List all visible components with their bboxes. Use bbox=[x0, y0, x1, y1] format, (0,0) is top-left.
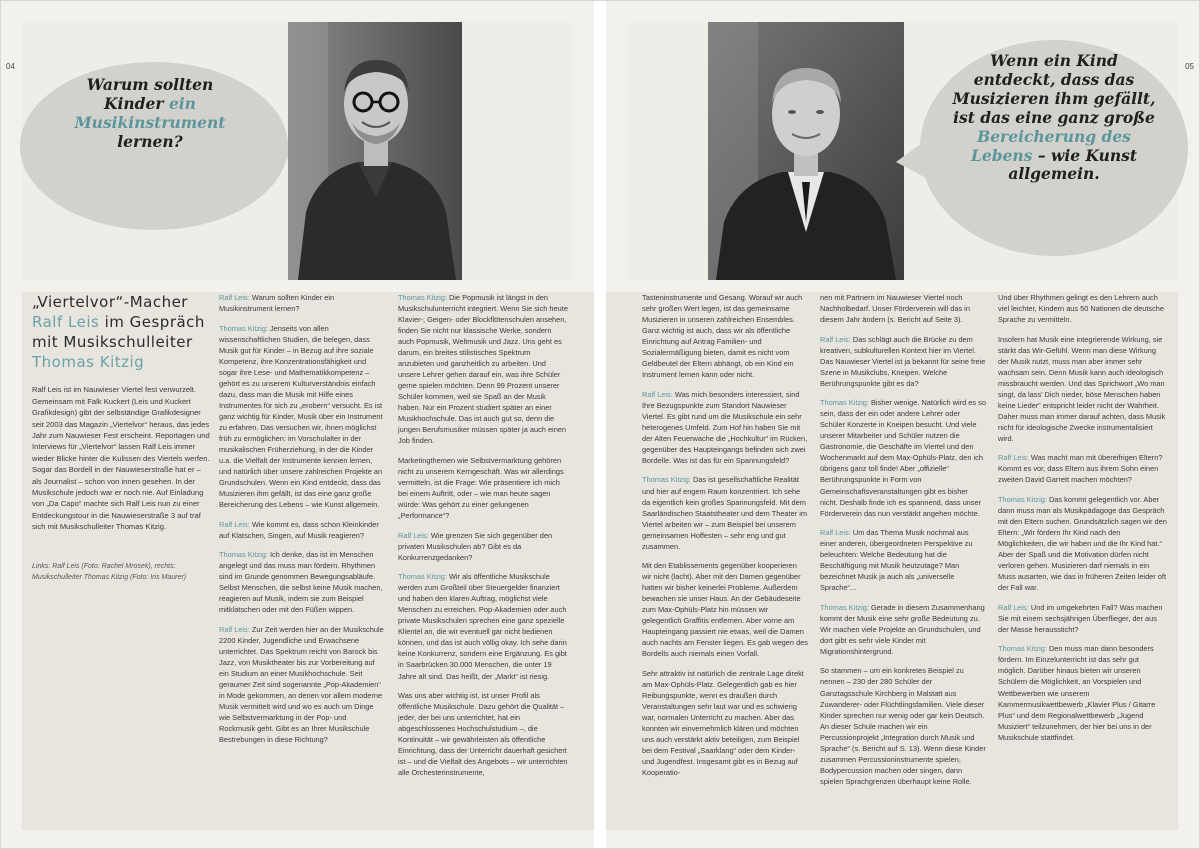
headline-line: mit Musikschulleiter bbox=[32, 333, 193, 352]
intro-column bbox=[32, 292, 212, 830]
paragraph: Thomas Kitzig: Jenseits von allen wissenschaftlichen Studien, die belegen, dass Musik gut für Kinder – in Bezug auf ihre soziale Kompetenz, ihre Konzentrationsfähigkeit und sogar ihre Lese- und Mathematikkompetenz – gehört es zu unserem Kulturverständnis einfach dazu, dass man die Musik mit Hilfe eines Instrumentes für sich zu „erobern“ versucht. Es ist ganz wichtig für Kinder, Musik über ein Instrument zu erfahren. Das versuchen wir, ihnen möglichst früh zu ermöglichen: im Vorschulalter in der musikalischen Früherziehung, in der die Kinder u.a. die Vielfalt der Instrumente kennen lernen, und natürlich über unsere zahlreichen Projekte an Grundschulen. Wenn ein Kind entdeckt, dass das Musizieren ihm gefällt, ist das eine ganz große Bereicherung des Lebens – wie Kunst allgemein. bbox=[219, 323, 383, 510]
quote-line: Wenn ein Kind bbox=[990, 51, 1118, 70]
bubble-tail bbox=[894, 140, 926, 180]
left-page bbox=[0, 0, 594, 849]
paragraph: Thomas Kitzig: Den muss man dann besonders fördern. Im Einzelunterricht ist das sehr gut möglich. Darüber hinaus bieten wir unseren Schülern die Möglichkeit, an Vorspielen und Wettbewerben wie unserem Kammermusikwettbewerb „Klavier Plus / Gitarre Plus“ und dem Regionalwettbewerb „Jugend Musiziert“ teilzunehmen, der hier bei uns in der Musikschule stattfindet. bbox=[998, 644, 1156, 742]
quote-line: allgemein. bbox=[1008, 164, 1100, 184]
paragraph: Ralf Leis: Zur Zeit werden hier an der Musikschule 2200 Kinder, Jugendliche und Erwachsene unterrichtet. Das Spektrum reicht von Barock bis Jazz, von Musiktheater bis zur Vorbereitung auf ein Studium an einer Musikhochschule. Seit geraumer Zeit sind sogenannte „Pop-Akademien“ in Mode gekommen, an denen vor allem moderne Musik vermittelt wird und wo es auch um Dinge wie Selbstvermarktung in der Pop- und Rockmusik geht. Gibt es an Ihrer Musikschule Bestrebungen in diese Richtung? bbox=[219, 624, 384, 745]
paragraph: Ralf Leis: Um das Thema Musik nochmal aus einer anderen, übergeordneten Perspektive zu beleuchten: Welche Bedeutung hat die Beschäftigung mit Musik heutzutage? Man bezeichnet Musik ja auch als „universelle Sprache“... bbox=[820, 528, 973, 593]
quote-line: lernen? bbox=[117, 131, 183, 151]
paragraph: Ralf Leis: Wie kommt es, dass schon Kleinkinder auf Klatschen, Singen, auf Musik reagieren? bbox=[219, 519, 379, 540]
paragraph: Thomas Kitzig: Das ist gesellschaftliche Realität und hier auf engem Raum konzentriert. Ich sehe da eigentlich kein großes Spannungsfeld. Mit dem Saarländischen Staatstheater und dem Theater im Viertel arbeiten wir – zum Beispiel bei unserem gemeinsamen Hoffesten – sehr eng und gut zusammen. bbox=[642, 475, 808, 551]
article-body-left bbox=[22, 292, 594, 830]
photo-caption: Links: Ralf Leis (Foto: Rachel Mrosek), rechts: Musikschulleiter Thomas Kitzig (Foto: Iris Maurer) bbox=[32, 563, 187, 581]
quote-line: Warum sollten bbox=[86, 75, 214, 94]
text-column bbox=[998, 292, 1168, 830]
paragraph: Thomas Kitzig: Das kommt gelegentlich vor. Aber dann muss man als Musikpädagoge das Gespräch mit den Eltern suchen. Grundsätzlich sagen wir den Eltern: „Wir fördern Ihr Kind nach den Möglichkeiten, die wir haben und die Ihr Kind hat.“ Aber der Spaß und die Motivation dürfen nicht verloren gehen. Musizieren darf niemals in ein Muss ausarten, wie das in früheren Zeiten leider oft der Fall war. bbox=[998, 495, 1167, 593]
paragraph: Thomas Kitzig: Gerade in diesem Zusammenhang kommt der Musik eine sehr große Bedeutung zu. Wir machen viele Projekte an Grundschulen, und dort gibt es sehr viele Kinder mit Migrationshintergrund. bbox=[820, 602, 985, 656]
quote-line: Lebens – wie Kunst bbox=[970, 145, 1138, 165]
paragraph: Mit den Etablissements gegenüber kooperieren wir nicht (lacht). Aber mit den Damen gegenüber hatten wir bisher keinerlei Probleme. Außerdem bewachen sie unser Haus. An der Gebäudeseite zum Max-Ophüls-Platz hin müssen wir gelegentlich Graffitis entfernen. Aber vorne am Haupteingang passiert nie etwas, weil die Damen auch nachts am Fenster liegen. Es gab wegen des Bordells auch niemals einen Vorfall. bbox=[642, 561, 808, 659]
paragraph: nen mit Partnern im Nauwieser Viertel noch Nachholbedarf. Unser Förderverein will das in diesem Jahr ändern (s. Bericht auf Seite 3). bbox=[820, 293, 970, 325]
left-hero bbox=[22, 22, 572, 280]
quote-line: entdeckt, dass das bbox=[973, 69, 1135, 89]
paragraph: Sehr attraktiv ist natürlich die zentrale Lage direkt am Max-Ophüls-Platz. Gelegentlich gab es hier Reibungspunkte, wenn es draußen durch Veranstaltungen sehr laut war und es schwierig war, normalen Unterricht zu machen. Aber das konnten wir einvernehmlich klären und möchten uns auch verstärkt aktiv beteiligen, zum Beispiel bei dem Festival „Saarklang“ oder dem Kinder- und Jugendfest. Insgesamt gibt es in Bezug auf Kooperatio- bbox=[642, 668, 804, 778]
portrait-ralf-leis bbox=[288, 22, 462, 280]
article-headline bbox=[32, 292, 212, 372]
paragraph: Ralf Leis: Wie grenzen Sie sich gegenüber den privaten Musikschulen ab? Gibt es da Konkurrenzgedanken? bbox=[398, 530, 553, 562]
article-body-right bbox=[606, 292, 1178, 830]
right-hero bbox=[628, 22, 1178, 280]
text-column bbox=[820, 292, 986, 830]
paragraph: Thomas Kitzig: Die Popmusik ist längst in den Musikschulunterricht integriert. Wenn Sie sich heute Klavier-, Geigen- oder Blockflötenschulen ansehen, finden Sie nicht nur klassische Werke, sondern auch Popmusik, Weltmusik und Jazz. Uns geht es darum, ein breites stilistisches Spektrum anzubieten und ganzheitlich zu arbeiten. Und unsere Lehrer gehen darauf ein, was ihre Schüler gerne spielen möchten. Denn 99 Prozent unserer Schüler kommen, weil sie Spaß an der Musik haben. Nur ein Prozent studiert später an einer Musikhochschule. Das ist auch gut so, denn die jungen Berufsmusiker müssen später ja auch einen Job finden. bbox=[398, 293, 568, 446]
paragraph: Thomas Kitzig: Bisher wenige. Natürlich wird es so sein, dass der ein oder andere Lehrer oder Schüler Konzerte in Kneipen besucht. Und viele unserer Mitarbeiter und Schüler nutzen die Gastronomie, die Geschäfte im Viertel und den Wochenmarkt auf dem Max-Ophüls-Platz, den ich übrigens ganz toll finde! Aber „offizielle“ Berührungspunkte in Form von Gemeinschaftsveranstaltungen gibt es bisher nicht. Deshalb finde ich es spannend, dass unser Förderverein das nun verstärkt angehen möchte. bbox=[820, 398, 986, 518]
paragraph: So stammen – um ein konkretes Beispiel zu nennen – 230 der 280 Schüler der Ganztagsschule Kirchberg in Malstatt aus Zuwanderer- oder Flüchtlingsfamilien. Viele dieser Kinder sprechen nur wenig oder gar kein Deutsch. An dieser Schule machen wir ein Percussionprojekt „Integration durch Musik und Sprache“ (s. Bericht auf S. 13). Wenn diese Kinder zusammen Percussioninstrumente spielen, Bodypercussion machen oder singen, dann spielen Sprachgrenzen überhaupt keine Rolle. bbox=[820, 666, 986, 786]
paragraph: Und über Rhythmen gelingt es den Lehrern auch viel leichter, Kindern aus 50 Nationen die deutsche Sprache zu vermitteln. bbox=[998, 293, 1164, 325]
quote-line: Bereicherung des bbox=[977, 126, 1131, 146]
page-number: 05 bbox=[1185, 62, 1194, 71]
intro-text: Ralf Leis ist im Nauwieser Viertel fest verwurzelt. Gemeinsam mit Falk Kuckert (Leis und Kuckert Grafikdesign) gibt der selbständige Grafikdesigner seit 2003 das Magazin „Viertelvor“ heraus, das jedes Jahr zum Nauwieser Fest erscheint. Reportagen und Interviews für „Viertelvor“ lassen Ralf Leis immer wieder Blicke hinter die Kulissen des Viertels werfen. Sogar das Bordell in der Nauwieserstraße hat er – als Journalist – schon von innen gesehen. In der Musikschule jedoch war er noch nie. Auf Einladung von „Da Capo“ machte sich Ralf Leis nun zu einer Entdeckungstour in die Nauwieserstraße 3 auf traf sich mit Musikschulleiter Thomas Kitzig. bbox=[32, 385, 210, 532]
text-column bbox=[642, 292, 808, 830]
right-page bbox=[606, 0, 1200, 849]
page-gutter bbox=[594, 0, 606, 849]
answer-quote bbox=[928, 52, 1180, 184]
quote-line: Musizieren ihm gefällt, bbox=[952, 88, 1156, 108]
text-column bbox=[219, 292, 384, 830]
headline-line: „Viertelvor“-Macher bbox=[32, 293, 188, 311]
paragraph: Ralf Leis: Was mich besonders interessiert, sind Ihre Bezugspunkte zum Standort Nauwieser Viertel. Es gibt rund um die Musikschule ein sehr heterogenes Umfeld. Zum Hof hin haben Sie mit der Alten Feuerwache die „Hochkultur“ im Rücken, gegenüber des Haupteingangs befinden sich zwei Bordelle. Was ist das für ein Spannungsfeld? bbox=[642, 389, 808, 465]
quote-line: ist das eine ganz große bbox=[953, 107, 1155, 127]
quote-line: Musikinstrument bbox=[74, 112, 226, 132]
page-number: 04 bbox=[6, 62, 15, 71]
text-column bbox=[398, 292, 568, 830]
paragraph: Thomas Kitzig: Wir als öffentliche Musikschule werden zum Großteil über Steuergelder finanziert und haben den klaren Auftrag, möglichst viele Menschen zu erreichen. Pop-Akademien oder auch private Musikschulen sprechen eine ganz spezielle Klientel an, die wir eventuell gar nicht bedienen können, und das ist auch völlig okay. Ich sehe darin keine Konkurrenz, sondern eine Ergänzung. Es gibt in Saarbrücken 30.000 Menschen, die unter 19 Jahre alt sind. Das heißt, der „Markt“ ist riesig. bbox=[398, 572, 567, 681]
paragraph: Ralf Leis: Warum sollten Kinder ein Musikinstrument lernen? bbox=[219, 293, 335, 314]
paragraph: Ralf Leis: Was macht man mit übereifrigen Eltern? Kommt es vor, dass Eltern aus ihrem Sohn einen zweiten David Garrett machen möchten? bbox=[998, 453, 1163, 485]
paragraph: Tasteninstrumente und Gesang. Worauf wir auch sehr großen Wert legen, ist das gemeinsame Musizieren in unseren zahlreichen Ensembles. Ganz wichtig ist auch, dass wir als öffentliche Einrichtung auf Antrag Familien- und Sozialermäßigung bieten, damit es nicht vom Geldbeutel der Eltern abhängt, ob ein Kind ein Instrument lernen kann oder nicht. bbox=[642, 293, 803, 380]
paragraph: Insofern hat Musik eine integrierende Wirkung, sie stärkt das Wir-Gefühl. Wenn man diese Wirkung der Musik nutzt, muss man aber immer sehr wachsam sein. Denn Musik kann auch ideologisch missbraucht werden. Und das Sprichwort „Wo man singt, da lass’ Dich nieder, böse Menschen haben keine Lieder“ entspricht leider nicht der Wahrheit. Daher muss man immer darauf achten, dass Musik nicht für ideologische Zwecke instrumentalisiert wird. bbox=[998, 334, 1166, 443]
paragraph: Was uns aber wichtig ist, ist unser Profil als öffentliche Musikschule. Dazu gehört die Qualität – jeder, der bei uns unterrichtet, hat ein abgeschlossenes Hochschulstudium –, die Kontinuität – wir gewährleisten als öffentliche Einrichtung, dass der Unterricht dauerhaft gesichert ist – und die Vielfalt des Angebots – wir unterrichten alle Orchesterinstrumente, bbox=[398, 691, 568, 778]
portrait-thomas-kitzig bbox=[708, 22, 904, 280]
paragraph: Marketingthemen wie Selbstvermarktung gehören nicht zu unserem Kerngeschäft. Was wir allerdings vermitteln, ist die Frage: Wie präsentiere ich mich bei einem Auftritt, oder – wie man heute sagen würde: Was gehört zu einer gelungenen „Performance“? bbox=[398, 455, 564, 521]
headline-line: Ralf Leis im Gespräch bbox=[32, 313, 205, 332]
quote-line: Kinder ein bbox=[104, 93, 196, 113]
paragraph: Ralf Leis: Und im umgekehrten Fall? Was machen Sie mit einem sechsjährigen Überflieger, der aus der Masse heraussticht? bbox=[998, 602, 1163, 634]
question-quote bbox=[52, 76, 248, 152]
paragraph: Thomas Kitzig: Ich denke, das ist im Menschen angelegt und das muss man fördern. Rhythmen sind im Grunde genommen Bewegungsabläufe. Selbst Menschen, die selbst keine Musik machen, reagieren auf Musik, indem sie zum Beispiel mitklatschen oder mit den Füßen wippen. bbox=[219, 550, 383, 615]
headline-line: Thomas Kitzig bbox=[32, 353, 145, 372]
paragraph: Ralf Leis: Das schlägt auch die Brücke zu dem kreativen, subkulturellen Kontext hier im Viertel. Das Nauwieser Viertel ist ja bekannt für seine freie Szene in Musikclubs, Kneipen. Welche Berührungspunkte gibt es da? bbox=[820, 334, 986, 388]
